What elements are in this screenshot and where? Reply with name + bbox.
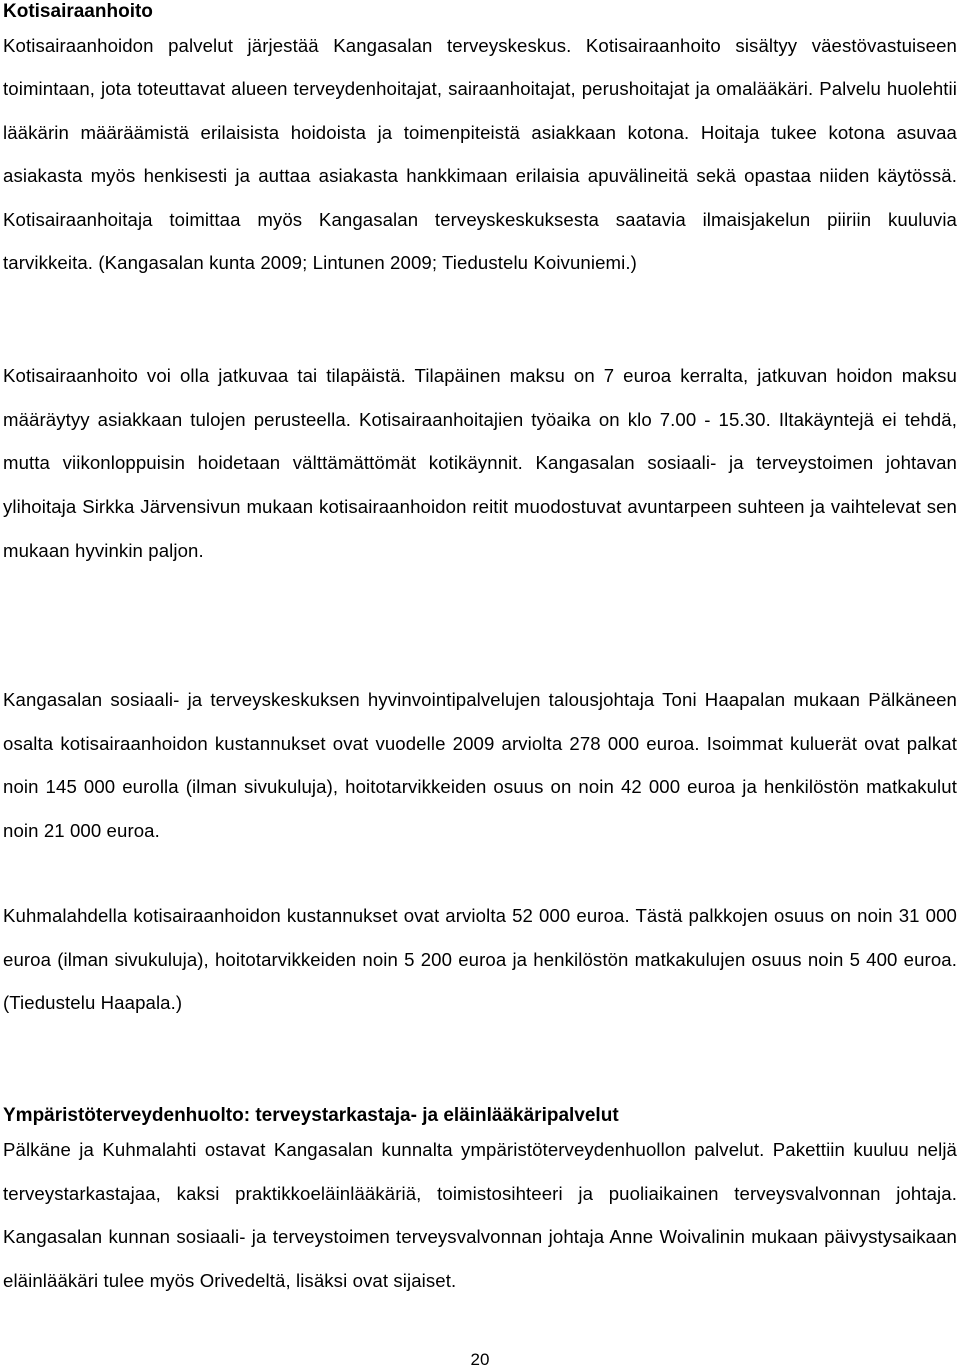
paragraph-kotisairaanhoito-fees: Kotisairaanhoito voi olla jatkuvaa tai tilapäistä. Tilapäinen maksu on 7 euroa kerralta, jatkuvan hoidon maksu määräytyy asiakkaan tulojen perusteella. Kotisairaanhoitajien työaika on klo 7.00 - 15.30. Iltakäyntejä ei tehdä, mutta viikonloppuisin hoidetaan välttämättömät kotikäynnit. Kangasalan sosiaali- ja terveystoimen johtavan ylihoitaja Sirkka Järvensivun mukaan kotisairaanhoidon reitit muodostuvat avuntarpeen suhteen ja vaihtelevat sen mukaan hyvinkin paljon. bbox=[3, 365, 957, 561]
section-heading-kotisairaanhoito: Kotisairaanhoito bbox=[3, 1, 153, 22]
section-heading-ymparistoterveydenhuolto: Ympäristöterveydenhuolto: terveystarkastaja- ja eläinlääkäripalvelut bbox=[3, 1105, 619, 1126]
paragraph-kotisairaanhoito-intro: Kotisairaanhoidon palvelut järjestää Kangasalan terveyskeskus. Kotisairaanhoito sisältyy väestövastuiseen toimintaan, jota toteuttavat alueen terveydenhoitajat, sairaanhoitajat, perushoitajat ja omalääkäri. Palvelu huolehtii lääkärin määräämistä erilaisista hoidoista ja toimenpiteistä asiakkaan kotona. Hoitaja tukee kotona asuvaa asiakasta myös henkisesti ja auttaa asiakasta hankkimaan erilaisia apuvälineitä sekä opastaa niiden käytössä. Kotisairaanhoitaja toimittaa myös Kangasalan terveyskeskuksesta saatavia ilmaisjakelun piiriin kuuluvia tarvikkeita. (Kangasalan kunta 2009; Lintunen 2009; Tiedustelu Koivuniemi.) bbox=[3, 35, 957, 274]
paragraph-palkane-costs: Kangasalan sosiaali- ja terveyskeskuksen hyvinvointipalvelujen talousjohtaja Toni Haapalan mukaan Pälkäneen osalta kotisairaanhoidon kustannukset ovat vuodelle 2009 arviolta 278 000 euroa. Isoimmat kuluerät ovat palkat noin 145 000 eurolla (ilman sivukuluja), hoitotarvikkeiden osuus on noin 42 000 euroa ja henkilöstön matkakulut noin 21 000 euroa. bbox=[3, 689, 957, 842]
paragraph-ymparistoterveydenhuolto: Pälkäne ja Kuhmalahti ostavat Kangasalan kunnalta ympäristöterveydenhuollon palvelut. Pakettiin kuuluu neljä terveystarkastajaa, kaksi praktikkoeläinlääkäriä, toimistosihteeri ja puoliaikainen terveysvalvonnan johtaja. Kangasalan kunnan sosiaali- ja terveystoimen terveysvalvonnan johtaja Anne Woivalinin mukaan päivystysaikaan eläinlääkäri tulee myös Orivedeltä, lisäksi ovat sijaiset. bbox=[3, 1139, 957, 1292]
page-number: 20 bbox=[470, 1350, 490, 1369]
paragraph-kuhmalahti-costs: Kuhmalahdella kotisairaanhoidon kustannukset ovat arviolta 52 000 euroa. Tästä palkkojen osuus on noin 31 000 euroa (ilman sivukuluja), hoitotarvikkeiden noin 5 200 euroa ja henkilöstön matkakulujen osuus noin 5 400 euroa. (Tiedustelu Haapala.) bbox=[3, 905, 957, 1014]
